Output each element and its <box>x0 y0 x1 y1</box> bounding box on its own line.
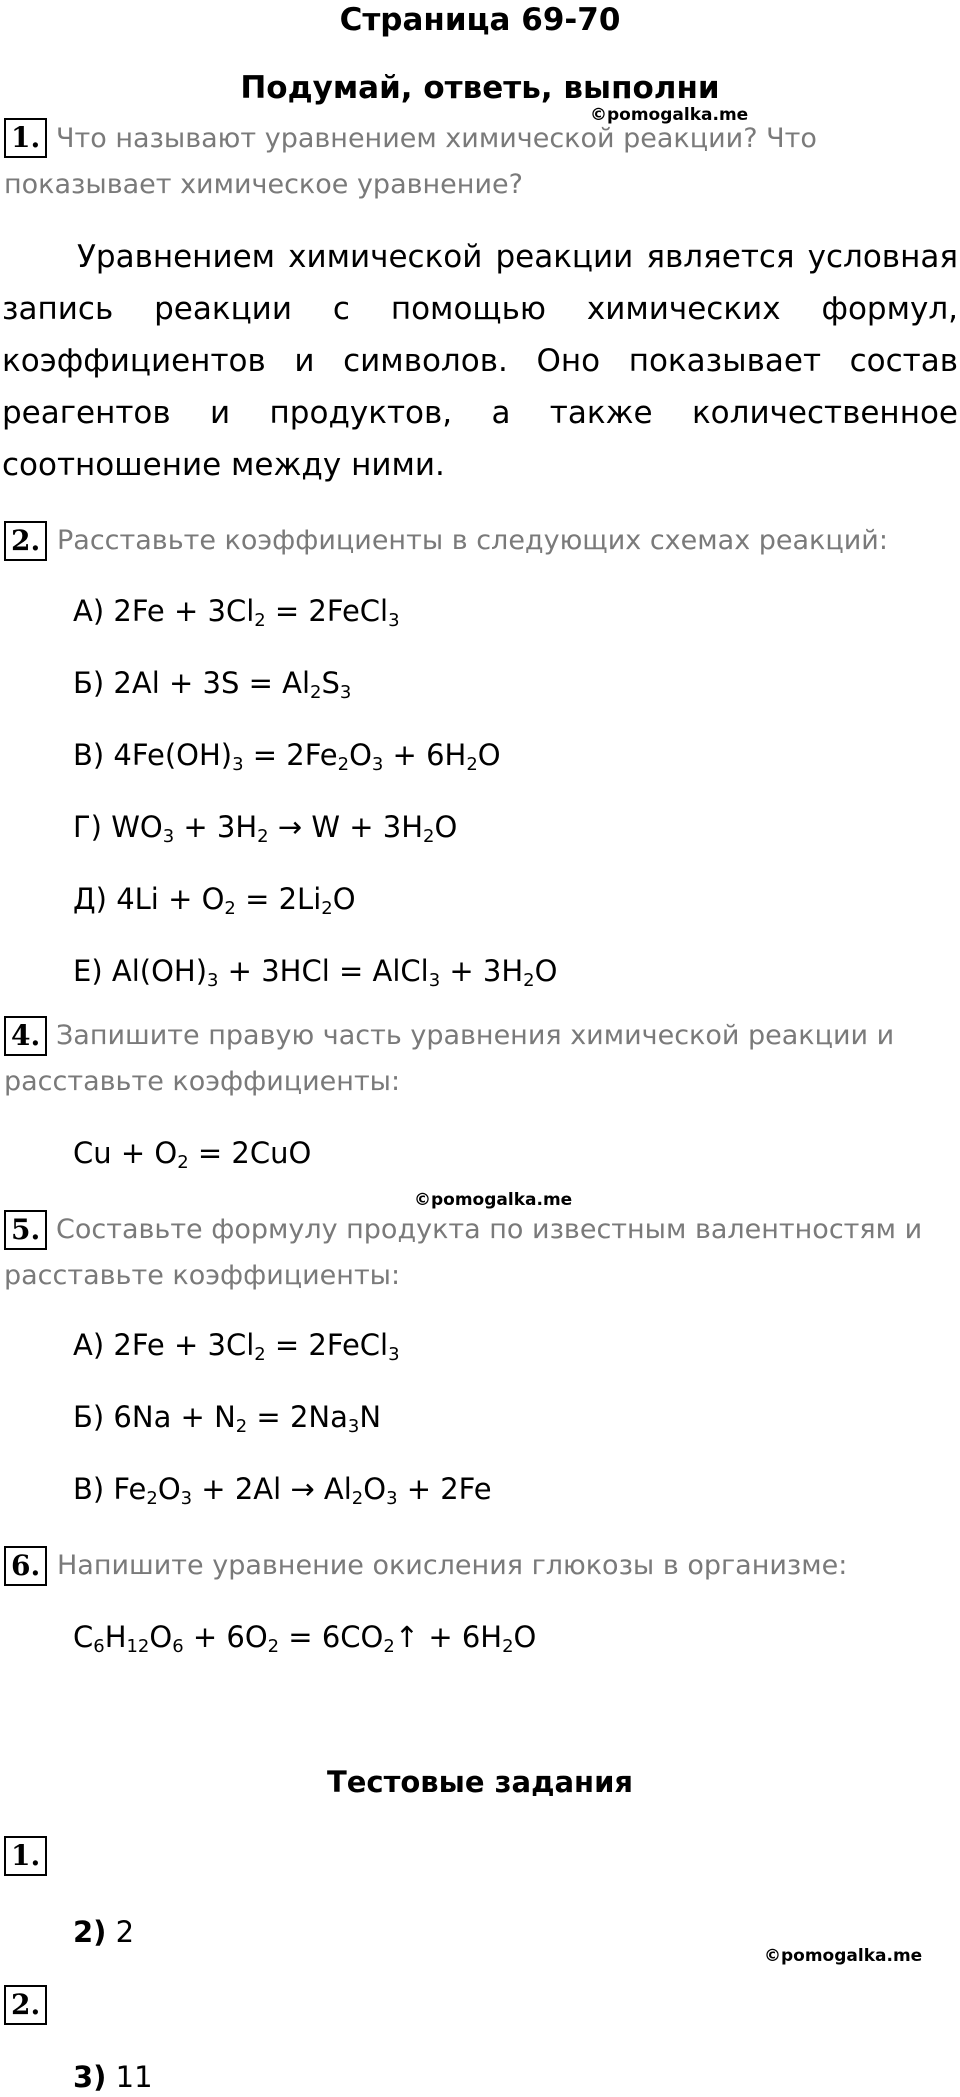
answer-label: 2) <box>73 1915 107 1949</box>
watermark: ©pomogalka.me <box>590 105 749 125</box>
equation-2e: Е) $Al(OH)_3 + 3HCl$ = AlCl$_3$ + $3H_2O$ <box>73 954 558 992</box>
question-number-2: 2. <box>4 521 47 561</box>
question-1-answer <box>2 231 958 491</box>
answer-text: Уравнением химической реакции является условная запись реакции с помощью химических формул, коэффициентов и символов. Оно показывает состав реагентов и продуктов, а также количественное соотношение между ними. <box>2 239 958 483</box>
test-number-2: 2. <box>4 1985 47 2025</box>
question-number-4: 4. <box>4 1016 47 1056</box>
question-4-text: Запишите правую часть уравнения химической реакции и расставьте коэффициенты: <box>4 1020 895 1097</box>
equation-2b: Б) $2Al + 3S = Al_2S_3$ <box>73 666 352 704</box>
page-title: Страница 69-70 <box>339 2 621 38</box>
tests-title: Тестовые задания <box>326 1765 634 1799</box>
test-number-1: 1. <box>4 1836 47 1876</box>
watermark: ©pomogalka.me <box>764 1946 923 1966</box>
equation-5a: А) $2Fe + 3Cl_2$ = 2FeCl$_3$ <box>73 1328 400 1366</box>
watermark: ©pomogalka.me <box>414 1190 573 1210</box>
question-5-text: Составьте формулу продукта по известным валентностям и расставьте коэффициенты: <box>4 1214 923 1291</box>
test-2-answer <box>73 2057 153 2097</box>
equation-6: $C_6H_{12}O_6 + 6O_2$ = $6CO_2↑ + 6H_2O$ <box>73 1620 537 1658</box>
question-number-1: 1. <box>4 118 47 158</box>
answer-value: 2 <box>115 1915 135 1949</box>
section-title: Подумай, ответь, выполни <box>240 70 720 106</box>
equation-2v: В) $4Fe(OH)_3 = 2Fe_2O_3 + 6H_2O$ <box>73 738 501 776</box>
question-number-5: 5. <box>4 1210 47 1250</box>
equation-4: $Cu + O_2 = 2CuO$ <box>73 1136 312 1174</box>
equation-5v: В) $Fe_2O_3 + 2Al \to Al_2O_3 + 2Fe$ <box>73 1472 492 1510</box>
equation-2a: А) $2Fe + 3Cl_2$ = 2FeCl$_3$ <box>73 594 400 632</box>
question-number-6: 6. <box>4 1546 47 1586</box>
equation-5b: Б) $6Na + N_2 = 2Na_3N$ <box>73 1400 382 1438</box>
answer-value: 11 <box>115 2060 153 2094</box>
test-1-answer <box>73 1912 134 1952</box>
question-1-text: Что называют уравнением химической реакции? Что показывает химическое уравнение? <box>4 123 817 200</box>
equation-2d: Д) $4Li + O_2 = 2Li_2O$ <box>73 882 356 920</box>
question-6-text: Напишите уравнение окисления глюкозы в организме: <box>57 1550 848 1581</box>
question-2-text: Расставьте коэффициенты в следующих схемах реакций: <box>57 525 888 556</box>
answer-label: 3) <box>73 2060 107 2094</box>
equation-2g: Г) $WO_3 + 3H_2 \to W + 3H_2O$ <box>73 810 458 848</box>
